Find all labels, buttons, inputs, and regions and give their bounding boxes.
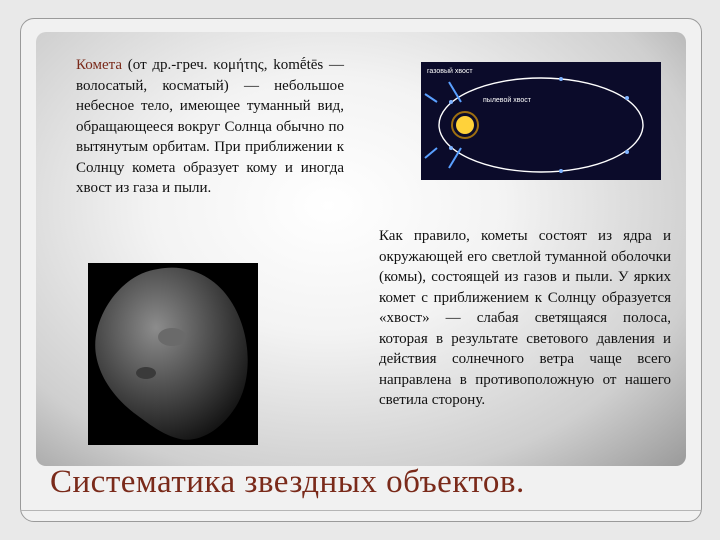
- comet-icon: [625, 150, 629, 154]
- comet-orbit-diagram: [421, 62, 661, 180]
- gas-tail-label: газовый хвост: [427, 68, 473, 75]
- crater: [136, 367, 156, 379]
- sun-icon: [456, 116, 474, 134]
- slide-title: Систематика звездных объектов.: [50, 464, 525, 500]
- bottom-rule: [20, 510, 702, 519]
- comet-positions: [449, 77, 629, 173]
- intro-text: (от др.-греч. κομήτης, komḗtēs — волосатый, косматый) — небольшое небесное тело, имеющее туманный вид, обращающееся вокруг Солнца обычно по вытянутым орбитам. При приближении к Солнцу комета образует кому и иногда хвост из газа и пыли.: [76, 57, 344, 196]
- comet-icon: [559, 77, 563, 81]
- comet-nucleus-image: [88, 263, 258, 445]
- crater: [158, 328, 186, 346]
- nucleus-shape: [95, 268, 248, 440]
- comet-icon: [559, 169, 563, 173]
- comet-icon: [449, 100, 453, 104]
- term-comet: Комета: [76, 57, 123, 73]
- comet-tails: [425, 82, 461, 168]
- orbit-svg: [421, 62, 661, 180]
- comet-icon: [449, 146, 453, 150]
- comet-icon: [625, 96, 629, 100]
- intro-paragraph: [76, 55, 344, 199]
- dust-tail-label: пылевой хвост: [483, 97, 531, 104]
- comet-nucleus-svg: [88, 263, 258, 445]
- comet-description: Как правило, кометы состоят из ядра и окружающей его светлой туманной оболочки (комы), состоящей из газов и пыли. У ярких комет с приближением к Солнцу образуется «хвост» — слабая светящаяся полоса, которая в результате светового давления и действия солнечного ветра чаще всего направлена в противоположную от нашего светила сторону.: [379, 228, 671, 408]
